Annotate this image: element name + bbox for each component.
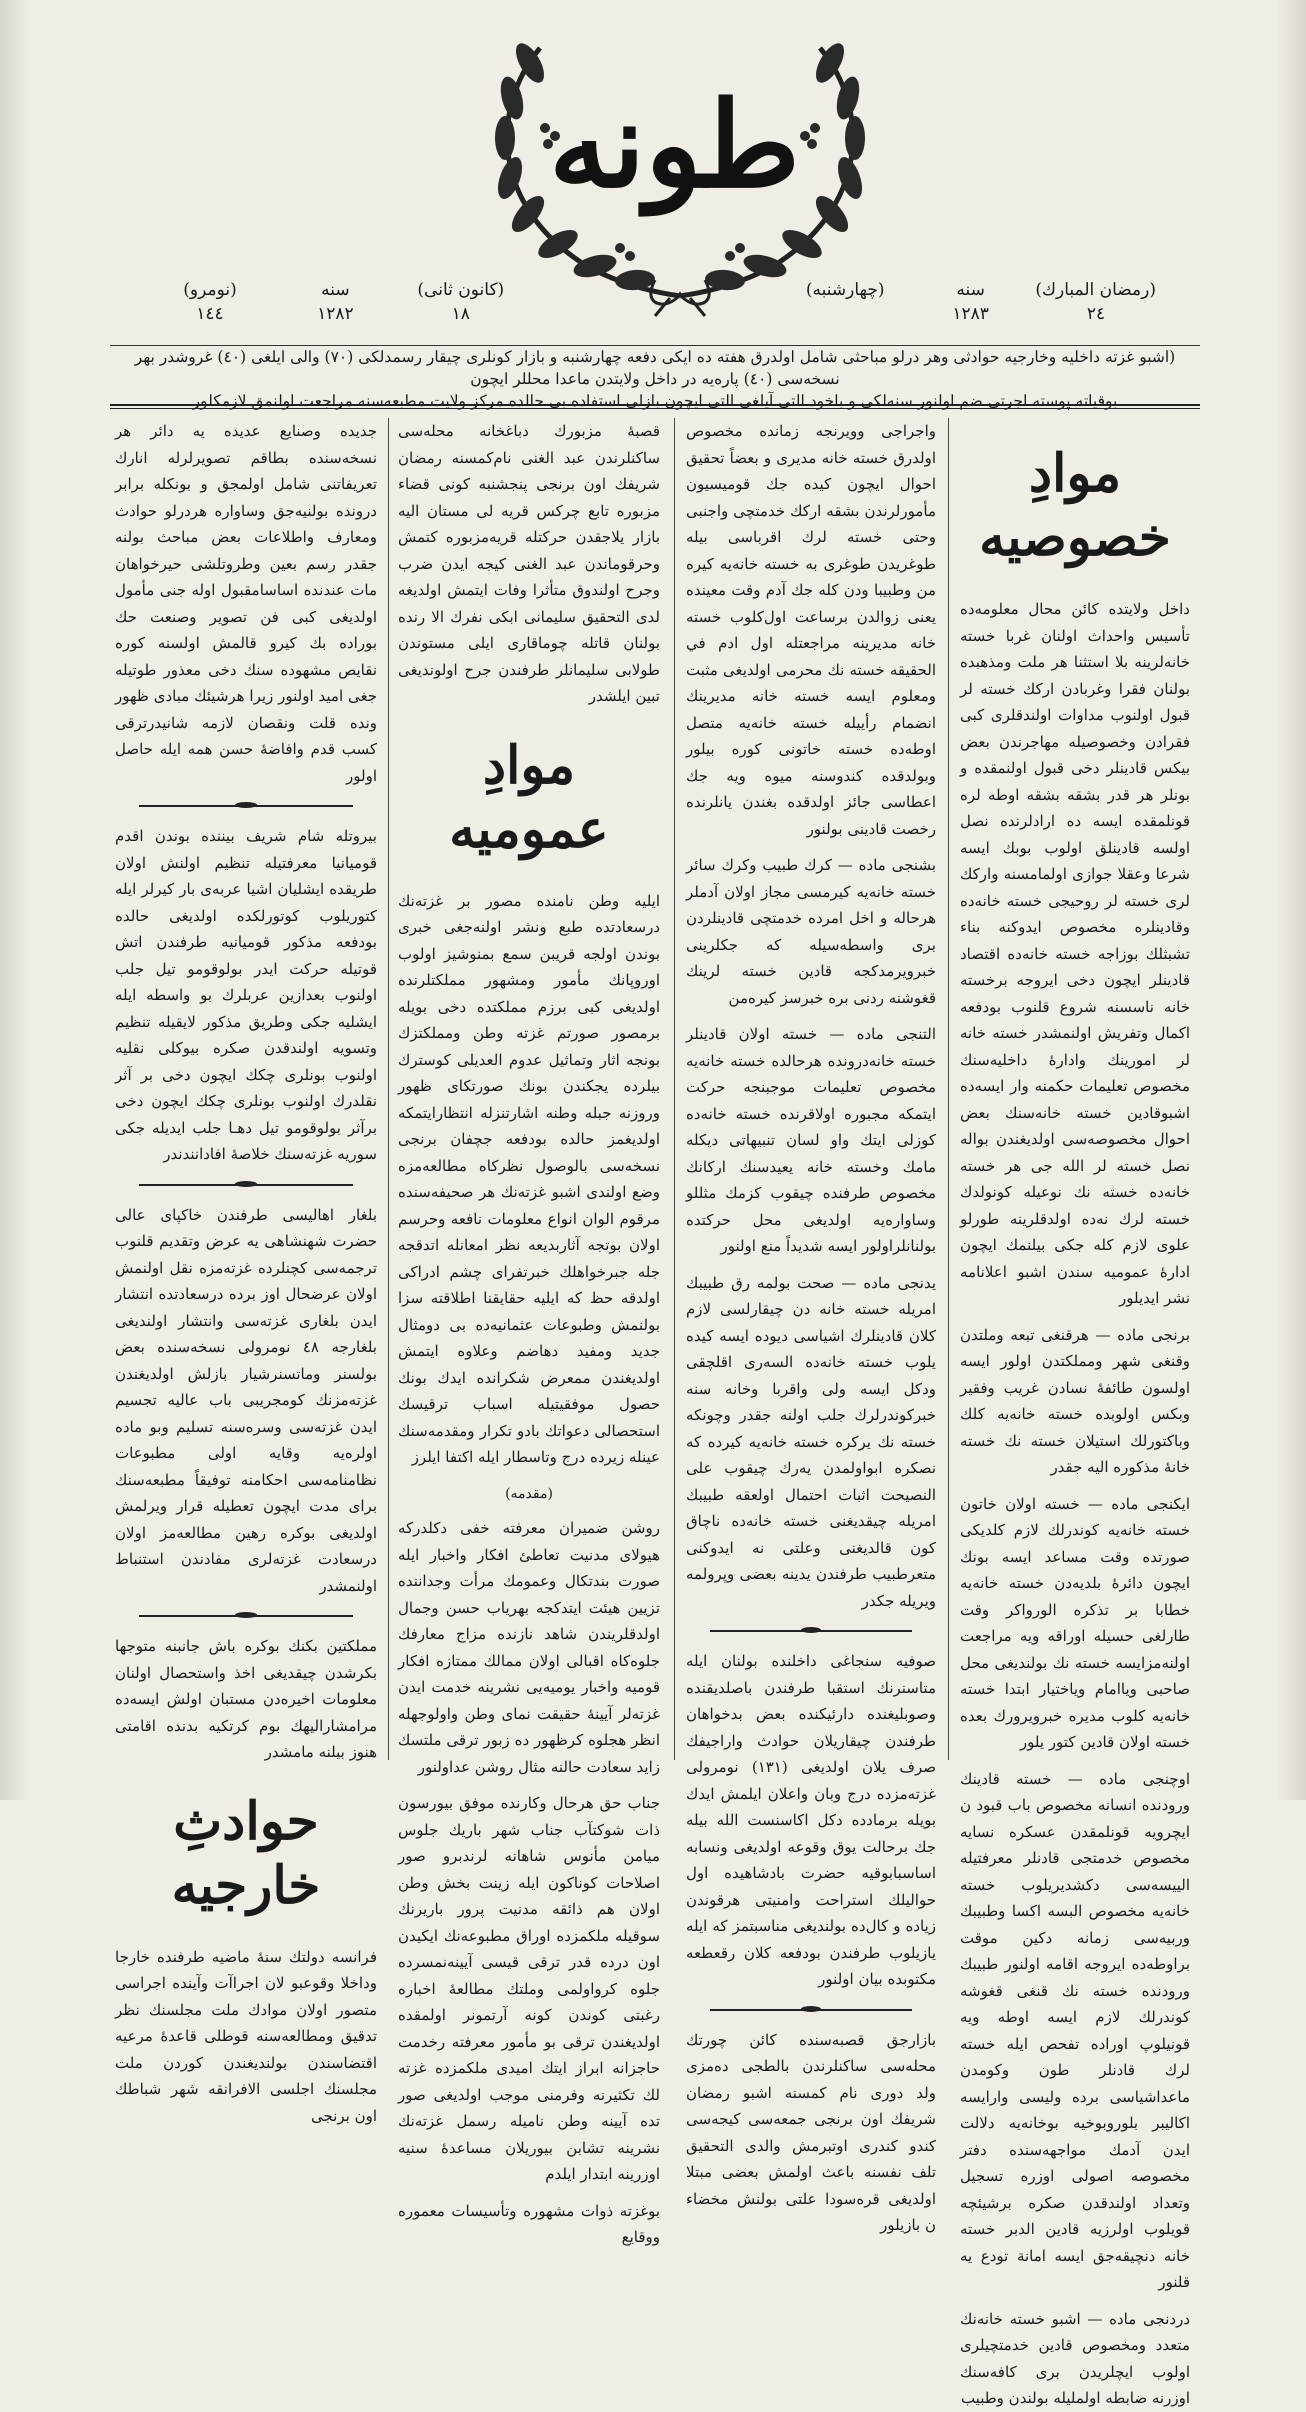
- article-paragraph: قصبهٔ مزبورك دباغخانه محله‌سی ساكنلرندن عبد الغنی نام‌كمسنه رمضان شريفك اون برنجی پنجشنبه كونی قضاء مزبوره تابع چركس قريه لی مستان اليه بازار يلاجقدن حركتله قريه‌مزبوره كتمش وحرقوماندن عبد الغنی كيجه ايدن ضرب وجرح اولندوق متأثرا وفات ايتمش اولديغه لدی التحقيق سليمانی ابكی نفرك الا رنده بولنان قاتله چوماقاری ايلی مستوندن طولابی سليمانلر طرفندن جرح اولوندیغی تبين ايلشدر: [398, 422, 660, 705]
- article-paragraph: داخل ولايتده كائن محال معلومه‌ده تأسيس واحداث اولنان غربا خسته خانه‌لرينه بلا استثنا هر ملت ومذهبده بولنان فقرا وغربادن اركك خسته لر قبول اولنوب مداوات اولندقلری كبی فقرادن وخصوصيله مهاجرندن بعض بيكس قادينلر دخی قبول اولنمقده و بونلر هر قدر بشقه بشقه اوطه لره قونلمقده ايسه ده ارادلرنده نصل اولسه قادينلق اولوب بوبك ايسه شرعا وعقلا جوازی اولمامسنه واركك لری خسته لر روحيجی خسته خانه‌ده وقادينلره مخصوص ايدوكنه بناء تشبثلك بوزاجه خسته خانه‌ده اقتصاد قادينلر ايچون دخی ايروجه برخسته خانه ناسسنه شروع قلنوب بودفعه اكمال وتفريش اولنمشدر خسته خانه لر امورينك وادارهٔ داخليه‌سنك مخصوص تعليمات حكمنه وار ايسه‌ده اشبوقادين خسته خانه‌سنك بعض احوال مخصوصه‌سی اولديغندن بواله نصل خسته لر الله جی هر خسته خانه‌ده خسته نك نوعيله كونولدك خسته لرك نه‌ده اولدقلرينه طورلو علوی لازم كله جكی بيلنمك ايچون ادارهٔ عموميه سندن اشبو اعلانامه نشر ايديلور: [960, 600, 1190, 1307]
- article-paragraph: التنجی ماده — خسته اولان قادينلر خسته خانه‌درونده هرحالده خسته خانه‌يه مخصوص تعليمات موجبنجه حركت ايتمكه مجبوره اولاقرنده خسته خانه‌ده كوزلی ايتك واو لسان تنبيهاتی ديكله مامك وخسته خانه يعيدسنك اركانك مخصوص طرفنده چيقوب كزمك مثللو وساواره‌يه اولديغی محل حركتده بولنانلراولور ايسه شديداً منع اولنور: [686, 1025, 936, 1255]
- ornamental-separator: [139, 1180, 353, 1190]
- dateline-hijri-day: ٢٤: [1086, 304, 1106, 324]
- column-1: [960, 418, 1190, 2407]
- subscription-notice-line2: بوقياته پوسته اجرتی ضم اولنور سنه‌لكی و باخود التی آيلغی التی ايچون بازلی استفاده بی حالده مركز ولايت مطبعه‌سنه مراجعت اولنمق لازمكلور: [192, 392, 1118, 410]
- dateline-issue-label: (نومرو): [183, 280, 237, 300]
- newspaper-title: طونه: [549, 75, 800, 214]
- article-paragraph: جديده وصنايع عديده يه دائر هر نسخه‌سنده بطاقم تصويرلرله انارك تعريفاتنی شامل اولمجق و بونكله برابر درونده بولنيه‌جق وساواره هردرلو حوادث ومعارف واطلاعات بعض مباحث بولنه جقدر رسم بعين وطروتلشی حيرخواهان مات عندنده اساسامقبول اوله جنی مأمول اولديغی كبی فن تصوير وصنعت حك بوراده بك كيرو قالمش اولسنه كوره نقايص مشهوده سنك دخی معذور طوتيله جغی اميد اولنور زيرا هرشيئك مبادی ظهور ونده قلت ونقصان لازمه شانيدرترقی كسب قدم وافاضهٔ حسن همه ايله حاصل اولور: [115, 422, 377, 785]
- article-paragraph: بشنجی ماده — كرك طبيب وكرك سائر خسته خانه‌يه كيرمسی مجاز اولان آدملر هرحاله و اخل امرده خدمتچی قادينلردن بری واسطه‌سيله كه جكلرينی خبرويرمدكجه قادين خسته لرينك قغوشنه ردنی بره خبرسز كيره‌من: [686, 856, 936, 1007]
- dateline-hijri-year: ١٢٨٣: [952, 304, 989, 324]
- dateline-issue-number: ١٤٤: [196, 304, 224, 324]
- section-heading-special-matters: موادِ خصوصيه: [979, 443, 1171, 568]
- column-divider: [674, 418, 675, 1760]
- header-rule-thick: [110, 404, 1200, 406]
- dateline-rumi-year: ١٢٨٢: [317, 304, 354, 324]
- ornamental-separator: [139, 801, 353, 811]
- ornamental-separator: [710, 1626, 912, 1636]
- article-paragraph: يدنجی ماده — صحت بولمه رق طبيبك امريله خسته خانه دن چيقارلسی لازم كلان قادينلرك اشياسی ديوده ايسه كيده يلوب خسته خانه‌ده السه‌ری اقلچقی ودكل ايسه ولی واقربا وخانه سنه خبركوندرلرك جلب اولنه جقدر وچونكه خسته نك يركره خسته خانه‌يه كيرده كه نصكره ابواولمدن يه‌رك چيقوب علی النصيحت اثبات احتمال اولعقه طبيبك امريله چيقديغنی خسته خانه‌ده ناچاق كون قالديغنی وعلتی نه ايدوكنی متعرطبيب طرفندن يدينه بعضی وپرولمه ويريله جكدر: [686, 1273, 936, 1610]
- dateline-hijri-year-label: سنه: [956, 280, 985, 300]
- section-heading-general-matters: موادِ عموميه: [449, 734, 609, 860]
- article-paragraph: بيروتله شام شريف بيننده بوندن اقدم قوميانيا معرفتيله تنظيم اولنش اولان طريقده ايشليان اشيا عربه‌ی بار كيرلر ايله كتوريلوب كوتورلكده اولديغی حالده بودفعه مذكور قوميانيه طرفندن اتش قوتيله حركت ايدر بولوقومو تيل جلب اولنوب بعدازين عربلرك بو واسطه ايله ايشليه جكی وطريق مذكور لايقيله تنظيم وتسويه اولندقدن صكره بيوكلی نقليه اولنوب بونلری چكك ايچون دخی بر آثر نقلدرك اولنوب بونلری چكك ايچون دخی برآثر بولوقومو تيل دهـا جلب ايديله جكی سوريه غزته‌سنك خلاصهٔ افادانندندر: [115, 827, 377, 1163]
- column-3: [398, 418, 660, 2246]
- article-paragraph: صوفيه سنجاغی داخلنده بولنان ايله متاسنرنك استقبا طرفندن باصلديقنده وصوبليغنده دارئيكنده بعض بدخواهان طرفندن چيقاريلان حوادث واراجيفك صرف يلان اولديغی (١٣١) نومرولی غزته‌مزده درج وبان واعلان ايلمش ايدك بويله برمادده دكل اكاسنست الله بيله جك برحالت يوق وقوعه اولديغی ونسابه اساسبابوقيه حضرت بادشاهيده اول حواليلك استراحت وامنيتی هرقوندن زياده و كال‌ده بولنديغی مناسبتمز كه ايله يازيلوب طرفندن بودفعه كلان رقعطعه مكتوبده بيان اولنور: [686, 1652, 936, 1988]
- dateline-weekday: (چهارشنبه): [805, 280, 885, 300]
- dateline-rumi: [150, 280, 521, 328]
- ornamental-separator: [710, 2005, 912, 2015]
- article-paragraph: روشن ضميران معرفته خفی دكلدركه هيولای مدنيت تعاطئ افكار واخبار ايله صورت بندتكال وعمومك مرأت وجداننده تزيين هيئت ايتدكجه بهرياب حسن وجمال اولدقلريندن شاهد نازنده مزاج معارفك جلوه‌كاه اقبالی اولان ممالك ممتازه افكار قوميه واخبار يوميه‌يی نشرينه خدمت ايدن غزته‌لر آيينه‌ٔ حقيقت نمای وطن واولوجهله انظر هجلوه كرظهور ده زبور ترقی ملتسك زايد سعادت حالنه مثال روشن عداولنور: [398, 1519, 660, 1776]
- article-paragraph: دردنجی ماده — اشبو خسته خانه‌نك متعدد ومخصوص قادين خدمتچيلری اولوب ايچلريدن بری كافه‌سنك اوزرنه ضابطه اولمليله بولندن وطبيب: [960, 2309, 1190, 2407]
- article-paragraph: ايليه وطن نامنده مصور بر غزته‌نك درسعادتده طبع ونشر اولنه‌جغی خبری بوندن اولجه قريبن سمع بمنوشيز اولوب اوروپانك مأمور ومشهور مملكتلرنده اولديغی كبی برزم مملكتده دخی بويله برمصور صورتم غزته وطن ومملكتزك بونجه اثار وتماثيل عدوم العديلی كوسترك بيلرده يجكندن بونك صورتكای ظهور وروزنه جبله وطنه اشارتنزله انتظارايتمكه اولديغمز حالده بودفعه جچفان برنجی نسخه‌سی بالوصول نظركاه مطالعه‌مزه وضع اولندی اشبو غزته‌نك هر صحيفه‌سنده مرقوم الوان انواع معلومات نافعه وحرسم اولان بوتجه آثاربديعه نظر امعانله اتدقجه جله جبرخواهلك خبرتفرای چشم ادراكی اولدقه حظ كه ايليه حقايقنا اطلاقته سزا بولنمش وطبوعات عثمانيه‌ده بی دومثال جديد ومفيد دهاضم وعلاوه ايتمش اولديغندن ممعرض شكرانده ايدك بونك حصول موفقيتيله اسباب ترقيسك استحصالی دعواتك بادو تكرار ومقدمه‌سنك عينله زيرده درج وتاسطار ايله اكتفا ايلرز: [398, 891, 660, 1466]
- article-paragraph: جناب حق هرحال وكارنده موفق بيورسون ذات شوكتآب جناب شهر باريك جلوس ميامن مأنوس شاهانه لرندبرو صور اصلاحات كوناكون ايله زينت بخش وطن اولان هم ذائقه مدنيت پرور باريرنك سوقيله ملكمزده اوراق مطبوعه‌نك ايكيدن اون درده قدر ترقی قيسی آيينه‌نمسرده جلوه كرواولمی وملتك مطالعهٔ اخباره رغبتی كوندن كونه آرتمونر اولمقده اولديغندن ترقی بو مأمور معرفته رخدمت حاجزانه ابراز ايتك اميدی ملكمزده غزته لك تكثيرنه وفرمنی موجب اولديغی صور تده آيينه وطن ناميله رسمل غزته‌نك نشرينه تشابن بيوريلان مساعدهٔ سنيه اوزرينه ابتدار ايلدم: [398, 1794, 660, 2183]
- section-heading-foreign-news: حوادثِ خارجيه: [171, 1790, 321, 1916]
- dateline-hijri: [785, 280, 1156, 328]
- article-paragraph: برنجی ماده — هرقنغی تبعه وملتدن وقنغی شهر ومملكتدن اولور ايسه اولسون طائفهٔ نسادن غريب وفقير وبكس اولوبده خسته خانه‌يه كلك وباكتورلك استيلان خسته نك خسته خانهٔ مذكوره اليه جقدر: [960, 1325, 1190, 1476]
- subscription-notice: [110, 345, 1200, 412]
- column-4: [115, 418, 377, 2125]
- article-paragraph: مملكتين بكنك بوكره باش جانبنه متوجها بكرشدن چيقديغی اخذ واستحصال اولنان معلومات اخيره‌دن مستبان اولش ايسه‌ده مرامشاراليهك بوم كرتكيه بدنده اقامتی هنوز بيلنه مامشدر: [115, 1637, 377, 1761]
- page-edge-shadow-right: [1276, 0, 1306, 1800]
- ornamental-separator: [139, 1611, 353, 1621]
- column-divider: [388, 418, 389, 1760]
- dateline-rumi-day: ١٨: [451, 304, 470, 324]
- article-paragraph: بوغزته ذوات مشهوره وتأسيسات معموره ووقايع: [398, 2201, 660, 2246]
- dateline-rumi-month: (كانون ثانی): [417, 280, 505, 300]
- article-paragraph: بازارجق قصبه‌سنده كائن چورتك محله‌سی ساكنلرندن بالطجی ده‌مزی ولد دوری نام كمسنه اشبو رمضان شريفك اون برنجی جمعه‌سی كيجه‌سی كندو كندری اوتبرمش والدی التحقيق تلف نفسنه باعث اولمش بعضی مبتلا اولديغی قره‌سودا علتی بولنش مخضاء ن بازيلور: [686, 2030, 936, 2234]
- article-paragraph: واجراجی وويرنجه زمانده مخصوص اولدرق خسته خانه مديری و بعضاً تحقيق احوال ايچون كيده جك قوميسيون مأمورلرندن بشقه اركك خدمتچی واجنبی وحتی خسته لرك اقرباسی بيله طوغريدن طوغری به خسته خانه‌يه كيره من وطبيبا ودن كله جك آدم وقت معينده يعنی زوالدن برساعت اول‌كلوب خسته خانه مديرينه مراجعتله اول ادم في الحقيقه خسته نك محرمی اولديغی مثبت ومعلوم ايسه خسته خانه مديرينك انضمام رأييله خسته خانه‌يه متصل اوطه‌ده خسته خاتونی كوره بيلور وبولدقده كندوسنه ميوه ويه جك اعطاسی جائز اولدقده بغندن يانلرنده رخصت قادينی بولنور: [686, 422, 936, 838]
- article-paragraph: اوچنجی ماده — خسته قادينك ورودنده انسانه مخصوص باب قبود ن ايچرويه قونلمقدن عسكره نسايه مخصوص خدمتجی قادنلر معرفتيله الييسه‌سی دكشديريلوب خسته خانه‌يه مخصوص البسه اكسا وطبيبك وربيه‌سی زمانه دكين موقت براوطه‌ده ايروجه اقامه اولنور طبيبك ورودنده خسته نك قنغی قغوشه كوندرلك لازم ايسه اوطه ويه قونيلوپ اوراده تفحص ايله خسته لرك قادنلر طون وكومدن ماعداشياسی برده وليسی وارايسه اكاليبر بلوروبوخيه بوخانه‌يه دلالت ايدن آدمك مواجهه‌سنده دفتر مخصوصه اصولی اوزره تسجيل وتعداد اولندقدن صكره برشيئچه قويلوب اولرزيه قادين الدبر خسته خانه دنچيقه‌جق ايسه امانة تودع يه قلنور: [960, 1769, 1190, 2291]
- column-2: [686, 418, 936, 2234]
- subheading-introduction: (مقدمه): [505, 1485, 553, 1502]
- article-paragraph: بلغار اهاليسی طرفندن خاكپای عالی حضرت شهنشاهی يه عرض وتقديم قلنوب ترجمه‌سی كچنلرده غزته‌مزه نقل اولنمش اولان عرضحال اوز برده درسعادتده انتشار ايدن بلغاری غزته‌سی وانتشار اولنديغی بلغارجه ٤٨ نومرولی نسخه‌سنده بعض بولسنر وماتسنرشيار بازلش اولديغندن غزته‌مزنك كومجريبی باب عاليه تجسيم ايدن غزته‌سی وسره‌سنه تسليم وبو ماده اولره‌يه وقايه اولی مطبوعات نظامنامه‌سی احكامنه توفيقاً مطبعه‌سنك برای مدت ايچون تعطيله قرار ويرلمش اولديغی بوكره رهين مطالعه‌مز اولان درسعادت غزته‌لری مفادندن استنباط اولنمشدر: [115, 1205, 377, 1595]
- article-paragraph: فرانسه دولتك سنهٔ ماضيه طرفنده خارجا وداخلا وقوعبو لان اجراآت وآينده اجراسی متصور اولان موادك ملت مجلسنك نظر تدقيق ومطالعه‌سنه قوطلی قاعدهٔ مرعيه اقتضاسندن بولنديغندن كوردن ملت مجلسنك اجلسی الافرانقه شهر شباطك اون برنجی: [115, 1947, 377, 2125]
- subscription-notice-line1: (اشبو غزته داخليه وخارجيه حوادثی وهر درلو مباحثی شامل اولدرق هفته ده ايكی دفعه چهارشنبه و بازار كونلری چيقار رسمدلكی (٧٠) والی ايلغی (٤٠) غروشدر بهر نسخه‌سی (٤٠) پاره‌يه در داخل ولايتدن ماعدا محللر ايچون: [134, 348, 1176, 388]
- page-edge-shadow-left: [0, 0, 30, 1800]
- article-paragraph: ايكنجی ماده — خسته اولان خاتون خسته خانه‌يه كوندرلك لازم كلديكی صورتده وقت مساعد ايسه بونك ايچون دائرهٔ بلديه‌دن خسته خانه‌يه خطابا بر تذكره الورواكر وقت طارلغی حسيله اوراقه ويه مراجعت اولنه‌مزايسه خسته نك بولنديغی محل صاحبی وياامام وياختيار ابتدا خسته خانه‌يه كلوب مديره خبرويرورك بعده خسته اولان قادين كتور يلور: [960, 1494, 1190, 1751]
- dateline-rumi-year-label: سنه: [321, 280, 350, 300]
- header-rule-thin: [110, 408, 1200, 409]
- column-divider: [948, 418, 949, 1760]
- dateline-hijri-month: (رمضان المبارك): [1035, 280, 1156, 300]
